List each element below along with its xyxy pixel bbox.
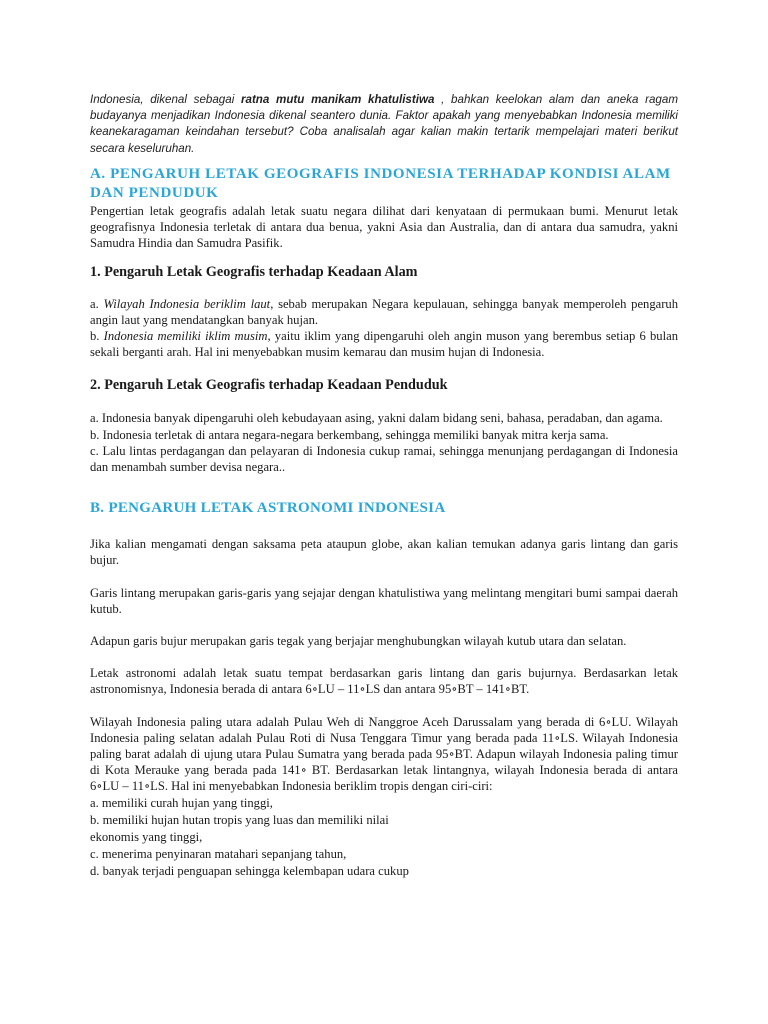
intro-bold-phrase: ratna mutu manikam khatulistiwa [240, 93, 435, 106]
list-item: d. banyak terjadi penguapan sehingga kelembapan udara cukup [90, 863, 409, 878]
intro-paragraph [90, 92, 678, 157]
list-item: c. menerima penyinaran matahari sepanjang tahun, [90, 846, 347, 861]
climate-characteristics-list [90, 795, 678, 880]
item-a-emphasis: Wilayah Indonesia beriklim laut [103, 296, 271, 311]
item-b-emphasis: Indonesia memiliki iklim musim [103, 329, 268, 344]
subsection-2-item-a: a. Indonesia banyak dipengaruhi oleh kebudayaan asing, yakni dalam bidang seni, bahasa, peradaban, dan agama. [90, 411, 663, 426]
item-a-prefix: a. [90, 296, 104, 311]
subsection-1-title: 1. Pengaruh Letak Geografis terhadap Keadaan Alam [90, 264, 418, 281]
section-b-paragraph-1: Jika kalian mengamati dengan saksama peta ataupun globe, akan kalian temukan adanya garis lintang dan garis bujur. [90, 537, 678, 568]
section-b-paragraph-4: Letak astronomi adalah letak suatu tempat berdasarkan garis lintang dan garis bujurnya. Berdasarkan letak astronomisnya, Indonesia berada di antara 6∘LU – 11∘LS dan antara 95∘BT – 141∘BT. [90, 666, 678, 697]
item-b-text: , yaitu iklim yang dipengaruhi oleh angin muson yang berembus setiap 6 bulan sekali berganti arah. Hal ini menyebabkan musim kemarau dan musim hujan di Indonesia. [90, 329, 678, 360]
list-item: b. memiliki hujan hutan tropis yang luas dan memiliki nilai [90, 812, 389, 827]
section-a-definition: Pengertian letak geografis adalah letak suatu negara dilihat dari kenyataan di permukaan bumi. Menurut letak geografisnya Indonesia terletak di antara dua benua, yakni Asia dan Australia, dan di antara dua samudra, yakni Samudra Hindia dan Samudra Pasifik. [90, 203, 678, 251]
section-b-paragraph-3: Adapun garis bujur merupakan garis tegak yang berjajar menghubungkan wilayah kutub utara dan selatan. [90, 634, 627, 649]
subsection-2-item-b: b. Indonesia terletak di antara negara-negara berkembang, sehingga memiliki banyak mitra kerja sama. [90, 427, 609, 442]
section-b-paragraph-2: Garis lintang merupakan garis-garis yang sejajar dengan khatulistiwa yang melintang mengitari bumi sampai daerah kutub. [90, 585, 678, 616]
section-b-paragraph-5: Wilayah Indonesia paling utara adalah Pulau Weh di Nanggroe Aceh Darussalam yang berada di 6∘LU. Wilayah Indonesia paling selatan adalah Pulau Roti di Nusa Tenggara Timur yang berada pada 11∘LS. Wilayah Indonesia paling barat adalah di ujung utara Pulau Sumatra yang berada pada 95∘BT. Adapun wilayah Indonesia paling timur di Kota Merauke yang berada pada 141∘ BT. Berdasarkan letak lintangnya, wilayah Indonesia berada di antara 6∘LU – 11∘LS. Hal ini menyebabkan Indonesia beriklim tropis dengan ciri-ciri: [90, 714, 678, 794]
subsection-2-item-c: c. Lalu lintas perdagangan dan pelayaran di Indonesia cukup ramai, sehingga menunjang perdagangan di Indonesia dan menambah sumber devisa negara.. [90, 443, 678, 475]
section-b-title: B. PENGARUH LETAK ASTRONOMI INDONESIA [90, 500, 446, 517]
list-item: a. memiliki curah hujan yang tinggi, [90, 795, 273, 810]
document-content [90, 92, 678, 880]
subsection-2-title: 2. Pengaruh Letak Geografis terhadap Keadaan Penduduk [90, 377, 448, 394]
list-item: ekonomis yang tinggi, [90, 829, 203, 844]
subsection-1-item-a [90, 296, 678, 328]
item-a-text: , sebab merupakan Negara kepulauan, sehingga banyak memperoleh pengaruh angin laut yang mendatangkan banyak hujan. [90, 296, 679, 327]
intro-pre: Indonesia, dikenal sebagai [90, 93, 241, 106]
section-a-title: A. PENGARUH LETAK GEOGRAFIS INDONESIA TERHADAP KONDISI ALAM DAN PENDUDUK [90, 165, 671, 201]
intro-post: , bahkan keelokan alam dan aneka ragam budayanya menjadikan Indonesia dikenal seantero dunia. Faktor apakah yang menyebabkan Indonesia memiliki keanekaragaman keindahan tersebut? Coba analisalah agar kalian makin tertarik mempelajari materi berikut secara keseluruhan. [90, 93, 678, 155]
item-b-prefix: b. [90, 329, 104, 344]
subsection-1-item-b [90, 328, 678, 360]
